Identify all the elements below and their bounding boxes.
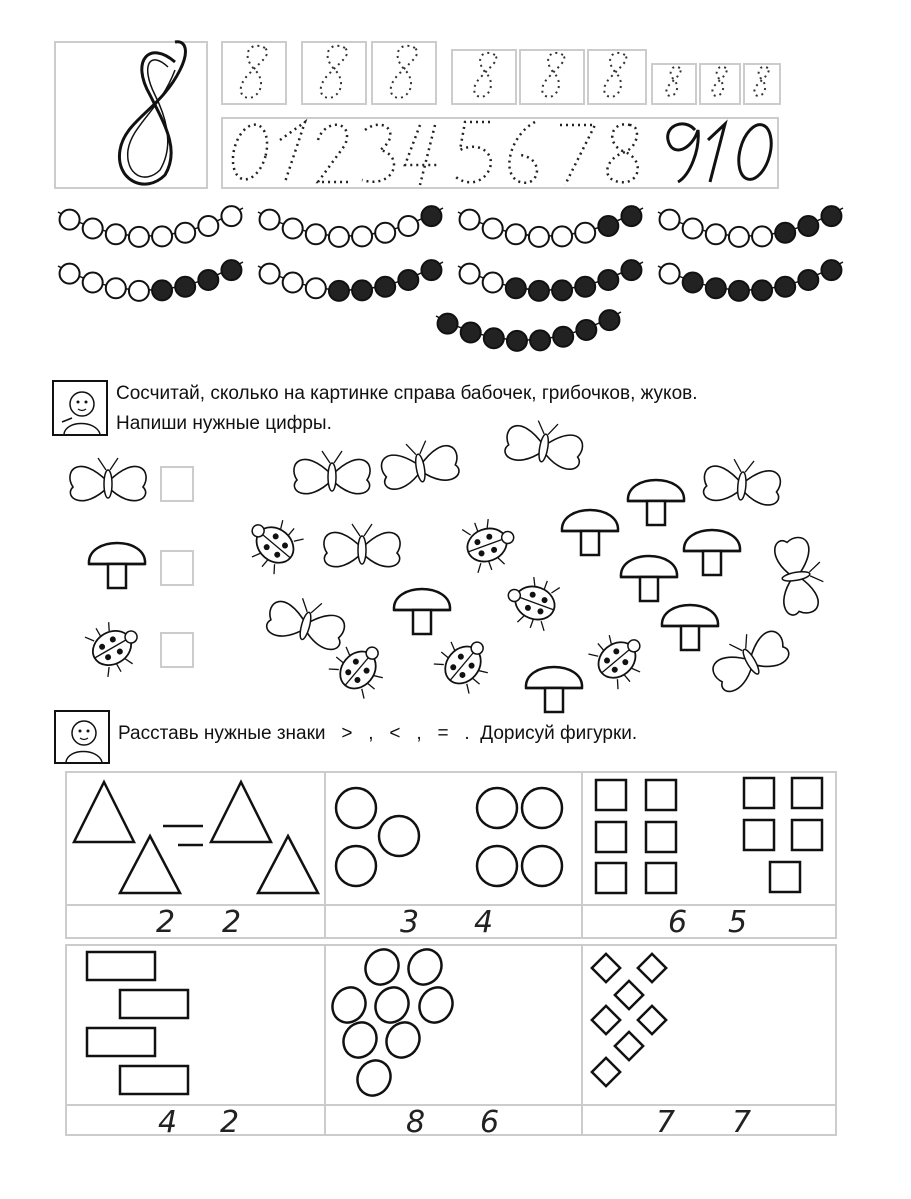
task1-line1: Сосчитай, сколько на картинке справа бабочек, грибочков, жуков.: [116, 383, 698, 404]
cmp1-right: 2: [222, 905, 242, 940]
squares-group: [596, 778, 822, 893]
diamonds-group: [592, 954, 666, 1086]
ovals-group: [326, 943, 459, 1101]
circles-group: [336, 788, 562, 886]
rectangles-group: [87, 952, 188, 1094]
cmp2-left: 3: [400, 905, 420, 940]
cmp5-right: 6: [480, 1105, 500, 1140]
triangles-left: [74, 782, 318, 893]
cmp3-right: 5: [728, 905, 748, 940]
cmp2-right: 4: [474, 905, 494, 940]
cmp6-left: 7: [656, 1105, 676, 1140]
equals-sign-shape: [163, 826, 203, 845]
cmp1-left: 2: [156, 905, 176, 940]
cmp4-right: 2: [220, 1105, 240, 1140]
task2-instruction: Расставь нужные знаки > , < , = . Дорисуй фигурки.: [118, 723, 638, 744]
cmp5-left: 8: [406, 1105, 426, 1140]
cmp3-left: 6: [668, 905, 688, 940]
cmp4-left: 4: [158, 1105, 178, 1140]
task1-line2: Напиши нужные цифры.: [116, 413, 332, 434]
cmp6-right: 7: [732, 1105, 752, 1140]
